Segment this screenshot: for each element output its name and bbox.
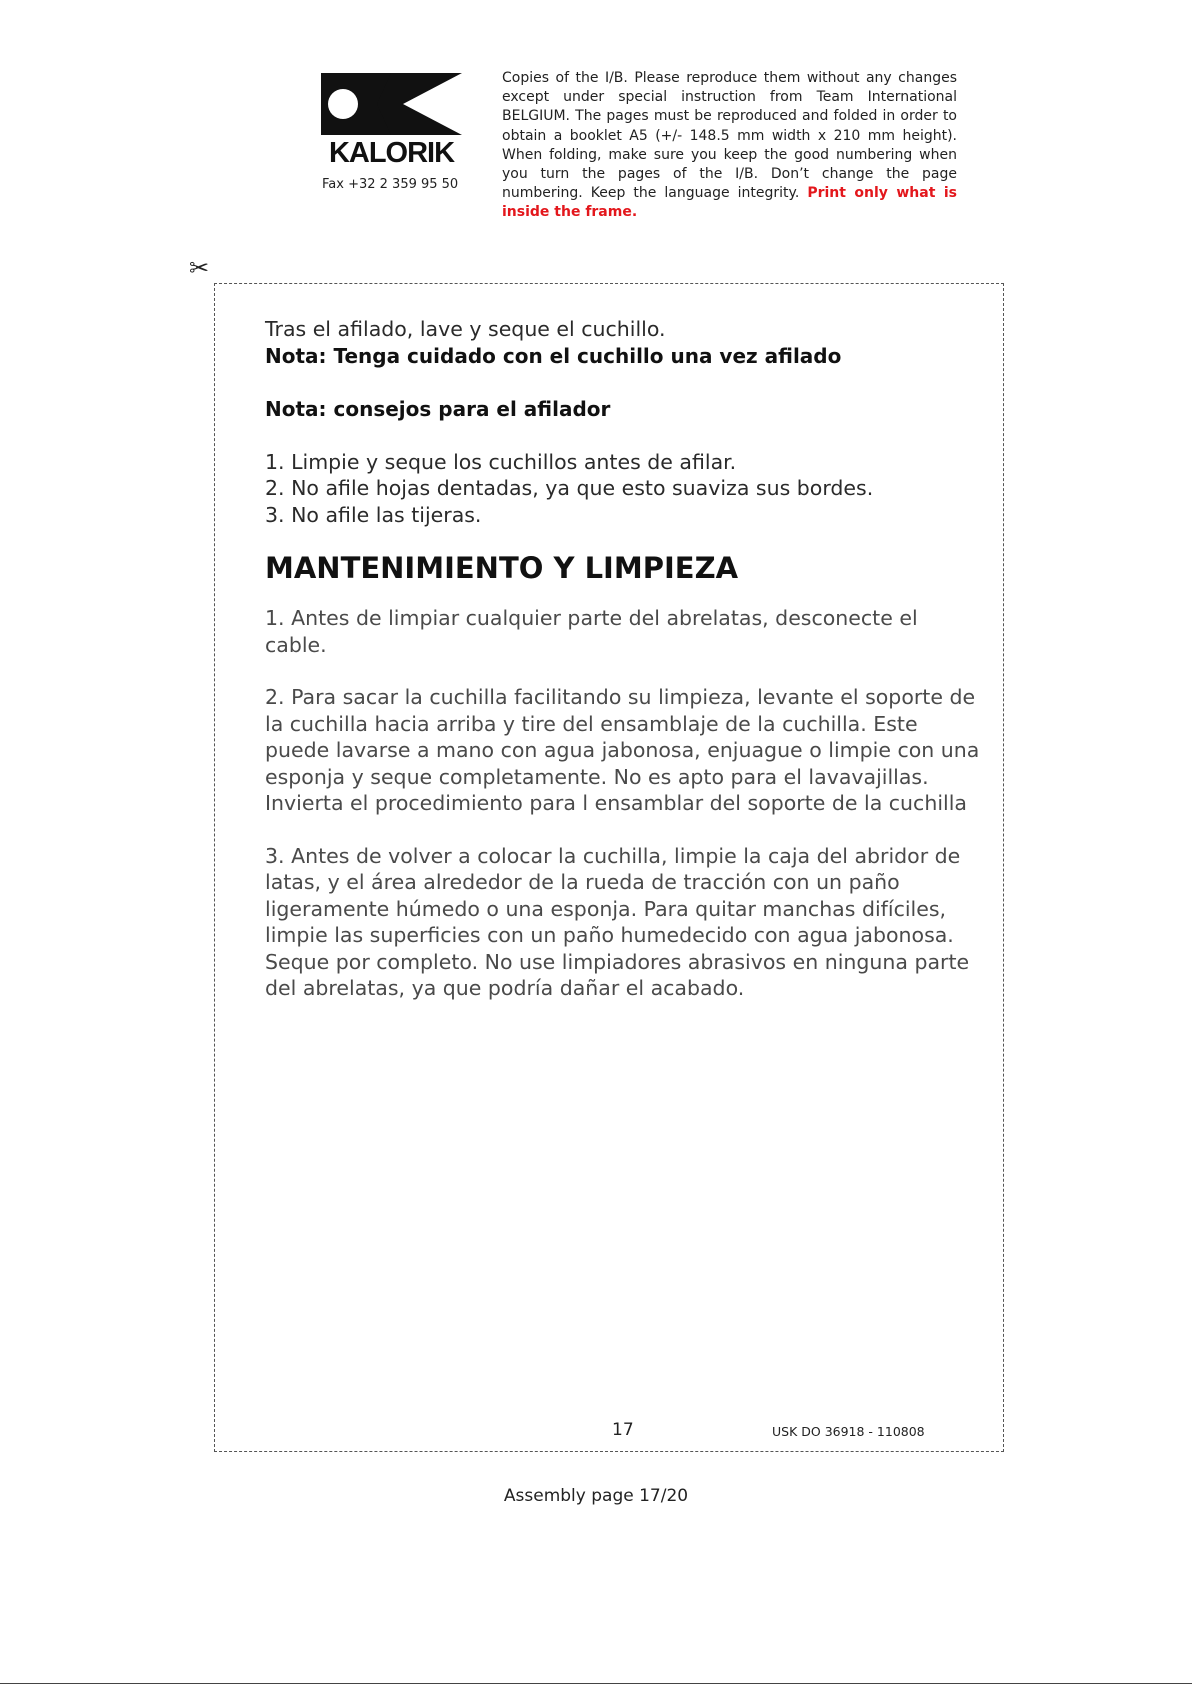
maintenance-paragraph: 3. Antes de volver a colocar la cuchilla, limpie la caja del abridor de latas, y el área alrededor de la rueda de tracción con un paño ligeramente húmedo o una esponja. Para quitar manchas difíciles, limpie las superficies con un paño humedecido con agua jabonosa. Seque por completo. No use limpiadores abrasivos en ninguna parte del abrelatas, ya que podría dañar el acabado. xyxy=(265,843,970,1000)
tip-item: 2. No afile hojas dentadas, ya que esto suaviza sus bordes. xyxy=(265,476,874,500)
reproduction-notice xyxy=(502,69,957,223)
fax-number: Fax +32 2 359 95 50 xyxy=(322,177,459,192)
note-careful: Nota: Tenga cuidado con el cuchillo una vez afilado xyxy=(265,343,842,368)
kalorik-logo xyxy=(321,73,462,167)
note-tips: Nota: consejos para el afilador xyxy=(265,397,611,421)
tip-item: 1. Limpie y seque los cuchillos antes de afilar. xyxy=(265,449,737,474)
section-heading: MANTENIMIENTO Y LIMPIEZA xyxy=(265,551,739,585)
maintenance-paragraph: 2. Para sacar la cuchilla facilitando su limpieza, levante el soporte de la cuchilla hacia arriba y tire del ensamblaje de la cuchilla. Este puede lavarse a mano con agua jabonosa, enjuague o limpie con una esponja y seque completamente. No es apto para el lavavajillas. Invierta el procedimiento para l ensamblar del soporte de la cuchilla xyxy=(265,685,980,815)
notice-print-frame: Print only what is inside the frame. xyxy=(502,185,957,221)
logo-wordmark: KALORIK xyxy=(328,137,455,167)
tip-item: 3. No afile las tijeras. xyxy=(265,502,482,527)
notice-text: Copies of the I/B. Please reproduce them without any changes except under special instruction from Team International BELGIUM. The pages must be reproduced and folded in order to obtain a booklet A5 (+/- 148.5 mm width x 210 mm height). When folding, make sure you keep the good numbering when you turn the pages of the I/B. Don’t change the page numbering. Keep the language integrity. xyxy=(502,70,957,202)
frame-content xyxy=(265,316,985,1002)
after-sharpening-line: Tras el afilado, lave y seque el cuchillo. xyxy=(265,317,666,341)
bottom-rule xyxy=(0,1683,1192,1684)
kalorik-logo-mark xyxy=(321,73,462,167)
maintenance-paragraph: 1. Antes de limpiar cualquier parte del abrelatas, desconecte el cable. xyxy=(265,606,918,657)
page-number: 17 xyxy=(612,1420,634,1440)
assembly-page: Assembly page 17/20 xyxy=(503,1486,689,1506)
scissors-icon: ✂ xyxy=(189,254,210,282)
document-code: USK DO 36918 - 110808 xyxy=(772,1424,925,1439)
